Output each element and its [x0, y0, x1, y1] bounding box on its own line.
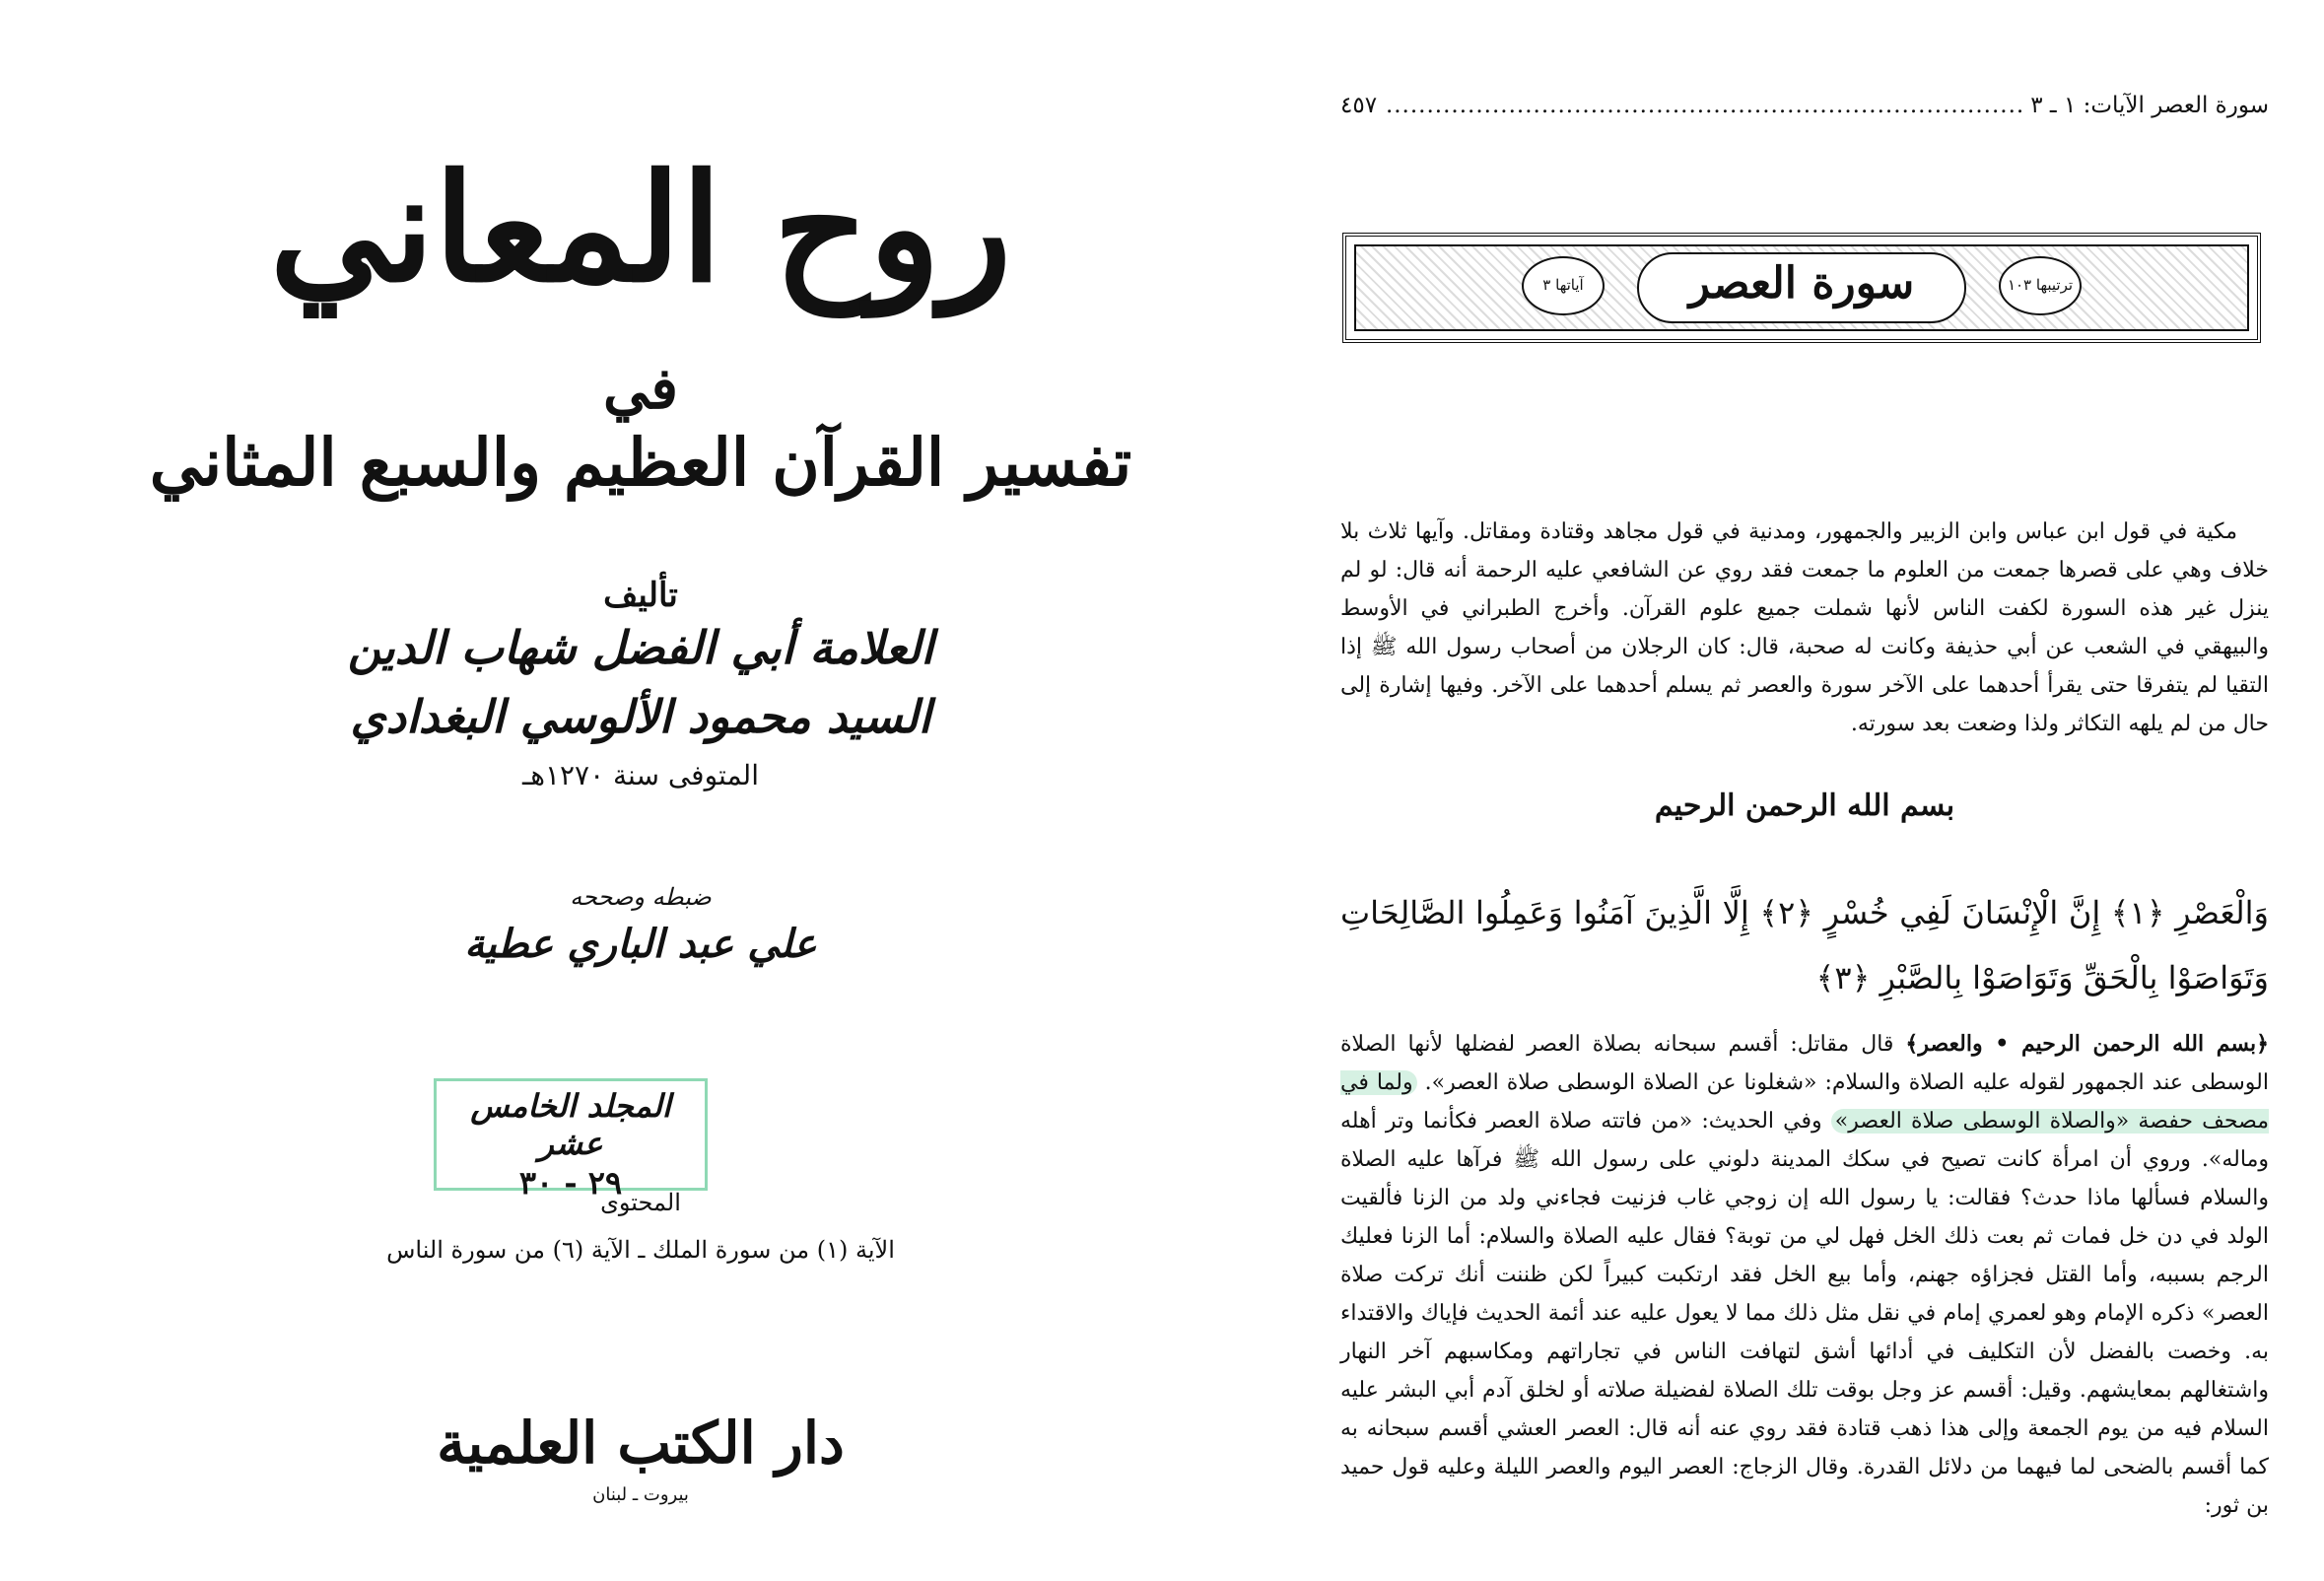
author-line-2: السيد محمود الألوسي البغدادي: [350, 690, 931, 743]
publisher-logo: دار الكتب العلمية: [437, 1409, 845, 1477]
contents-label: المحتوى: [600, 1189, 681, 1216]
volume-title: المجلد الخامس عشر: [470, 1087, 671, 1162]
volume-range: ٢٩ - ٣٠: [518, 1164, 623, 1202]
authorship-label: تأليف: [603, 576, 678, 615]
volume-box: [434, 1078, 708, 1202]
commentary-text-1: قال مقاتل: أقسم سبحانه بصلاة العصر لفضلها لأنها الصلاة الوسطى عند الجمهور لقوله عليه الصلاة والسلام: «شغلونا عن الصلاة الوسطى صلاة العصر».: [1340, 1032, 2269, 1095]
author-death-year: المتوفى سنة ١٢٧٠هـ: [522, 759, 759, 791]
book-subtitle: تفسير القرآن العظيم والسبع المثاني: [149, 424, 1132, 501]
basmala: بسم الله الرحمن الرحيم: [1654, 789, 1955, 823]
order-medallion: ترتيبها ١٠٣: [1999, 256, 2082, 315]
editor-name: علي عبد الباري عطية: [464, 921, 817, 967]
surah-name: سورة العصر: [1637, 252, 1966, 323]
commentary-text-2: وفي الحديث: «من فاتته صلاة العصر فكأنما وتر أهله وماله». وروي أن امرأة كانت تصيح في سكك المدينة دلوني على رسول الله ﷺ فرآها عليه الصلاة والسلام فسألها ماذا حدث؟ فقالت: يا رسول الله إن زوجي غاب فزنيت فجاءني ولد من الزنا فألقيت الولد في دن خل فمات ثم بعت ذلك الخل فهل لي من توبة؟ فقال عليه الصلاة والسلام: أما الزنا فعليك الرجم بسببه، وأما القتل فجزاؤه جهنم، وأما بيع الخل فقد ارتكبت كبيراً لكن ظننت أنك تركت صلاة العصر» ذكره الإمام وهو لعمري إمام في نقل مثل ذلك مما لا يعول عليه عند أئمة الحديث فإياك والاقتداء به. وخصت بالفضل لأن التكليف في أدائها أشق لتهافت الناس في تجاراتهم ومكاسبهم آخر النهار واشتغالهم بمعايشهم. وقيل: أقسم عز وجل بوقت تلك الصلاة لفضيلة صلاته أو لخلق آدم أبي البشر عليه السلام فيه من يوم الجمعة وإلى هذا ذهب قتادة فقد روي عنه أنه قال: العصر العشي أقسم سبحانه به كما أقسم بالضحى لما فيهما من دلائل القدرة. وقال الزجاج: العصر اليوم والعصر الليلة وعليه قول حميد بن ثور:: [1340, 1109, 2269, 1518]
page-number: ٤٥٧: [1340, 93, 1378, 118]
text-page: [1281, 0, 2324, 1581]
title-connector: في: [602, 355, 679, 422]
header-title: سورة العصر الآيات: ١ ـ ٣: [2030, 93, 2269, 118]
intro-paragraph: مكية في قول ابن عباس وابن الزبير والجمهور، ومدنية في قول مجاهد وقتادة ومقاتل. وآيها ثلاث بلا خلاف وهي على قصرها جمعت من العلوم ما جمعت فقد روي عن الشافعي عليه الرحمة أنه قال: لو لم ينزل غير هذه السورة لكفت الناس لأنها شملت جميع علوم القرآن. وأخرج الطبراني في الأوسط والبيهقي في الشعب عن أبي حذيفة وكانت له صحبة، قال: كان الرجلان من أصحاب رسول الله ﷺ إذا التقيا لم يتفرقا حتى يقرأ أحدهما على الآخر سورة والعصر ثم يسلم أحدهما على الآخر. وفيها إشارة إلى حال من لم يلهه التكاثر ولذا وضعت بعد سورته.: [1340, 519, 2269, 736]
running-header: [1340, 93, 2269, 118]
contents-text: الآية (١) من سورة الملك ـ الآية (٦) من سورة الناس: [386, 1236, 895, 1264]
commentary-paragraph: [1340, 1025, 2269, 1525]
verses-medallion: آياتها ٣: [1522, 256, 1605, 315]
header-leader-dots: [1383, 93, 2024, 118]
author-line-1: العلامة أبي الفضل شهاب الدين: [347, 621, 934, 674]
publisher-city: بيروت ـ لبنان: [592, 1484, 689, 1505]
surah-banner: [1342, 233, 2261, 343]
highlighted-text: ولما في مصحف حفصة «والصلاة الوسطى صلاة العصر»: [1340, 1070, 2269, 1134]
quran-verse: وَالْعَصْرِ ﴿١﴾ إِنَّ الْإِنْسَانَ لَفِي خُسْرٍ ﴿٢﴾ إِلَّا الَّذِينَ آمَنُوا وَعَمِلُوا الصَّالِحَاتِ وَتَوَاصَوْا بِالْحَقِّ وَتَوَاصَوْا بِالصَّبْرِ ﴿٣﴾: [1340, 894, 2270, 997]
commentary-heading: ﴿بسم الله الرحمن الرحيم • والعصر﴾: [1905, 1031, 2270, 1057]
editor-label: ضبطه وصححه: [570, 883, 712, 911]
book-title: روح المعاني: [269, 142, 1012, 315]
